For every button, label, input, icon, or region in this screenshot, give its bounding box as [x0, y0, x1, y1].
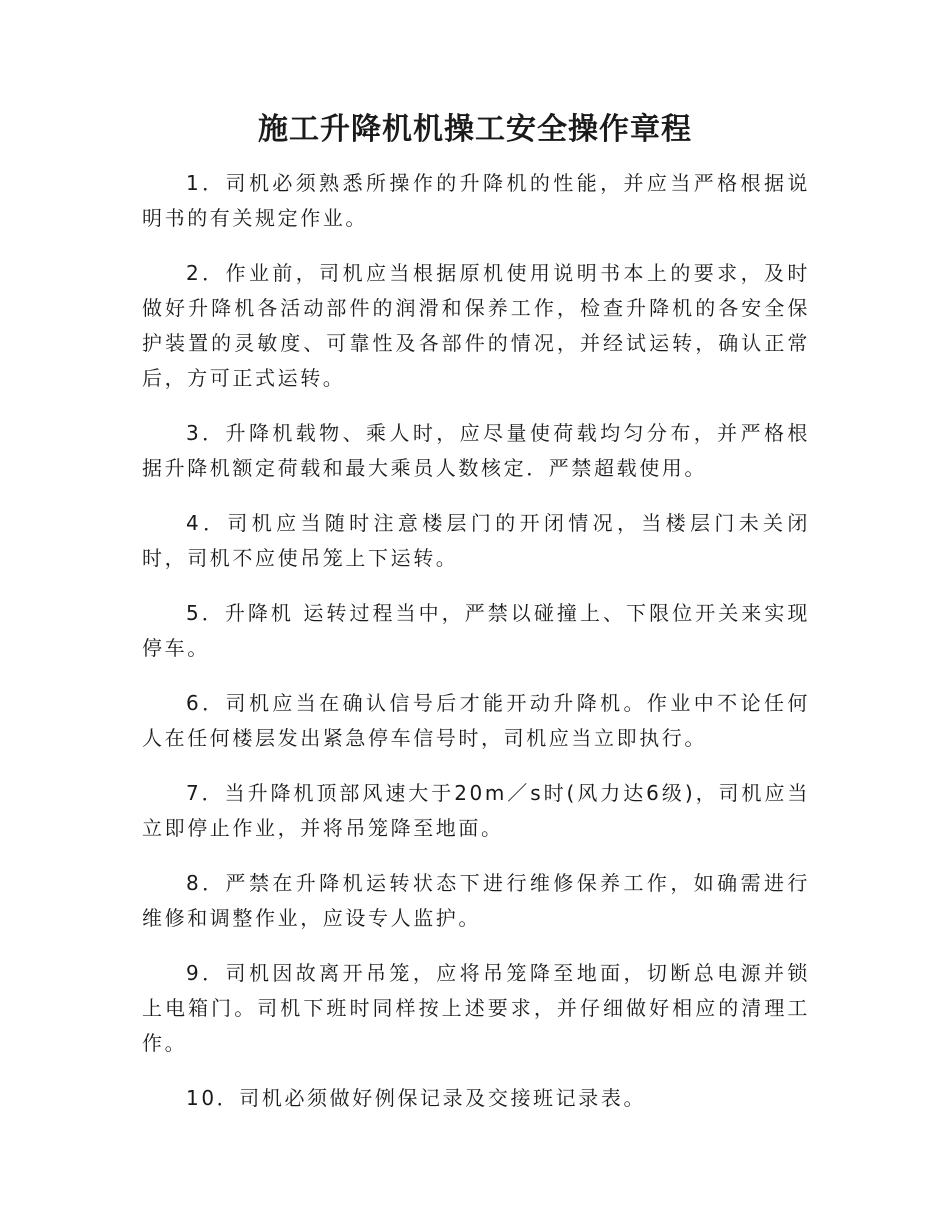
paragraph-1: 1．司机必须熟悉所操作的升降机的性能，并应当严格根据说明书的有关规定作业。	[142, 171, 810, 230]
paragraph-9: 9．司机因故离开吊笼，应将吊笼降至地面，切断总电源并锁上电箱门。司机下班时同样按上述要求，并仔细做好相应的清理工作。	[142, 961, 810, 1055]
paragraph-4: 4．司机应当随时注意楼层门的开闭情况，当楼层门未关闭时，司机不应使吊笼上下运转。	[142, 511, 810, 570]
paragraph-5: 5．升降机 运转过程当中，严禁以碰撞上、下限位开关来实现停车。	[142, 601, 810, 660]
document-title: 施工升降机机操工安全操作章程	[258, 112, 692, 147]
paragraph-7: 7．当升降机顶部风速大于20m／s时(风力达6级)，司机应当立即停止作业，并将吊笼降至地面。	[142, 781, 810, 840]
paragraph-10: 10．司机必须做好例保记录及交接班记录表。	[186, 1086, 647, 1110]
paragraph-2: 2．作业前，司机应当根据原机使用说明书本上的要求，及时做好升降机各活动部件的润滑和保养工作，检查升降机的各安全保护装置的灵敏度、可靠性及各部件的情况，并经试运转，确认正常后，方可正式运转。	[142, 261, 810, 390]
paragraph-8: 8．严禁在升降机运转状态下进行维修保养工作，如确需进行维修和调整作业，应设专人监护。	[142, 871, 810, 930]
document-body	[142, 166, 810, 1136]
paragraph-6: 6．司机应当在确认信号后才能开动升降机。作业中不论任何人在任何楼层发出紧急停车信号时，司机应当立即执行。	[142, 691, 810, 750]
paragraph-3: 3．升降机载物、乘人时，应尽量使荷载均匀分布，并严格根据升降机额定荷载和最大乘员人数核定．严禁超载使用。	[142, 421, 810, 480]
